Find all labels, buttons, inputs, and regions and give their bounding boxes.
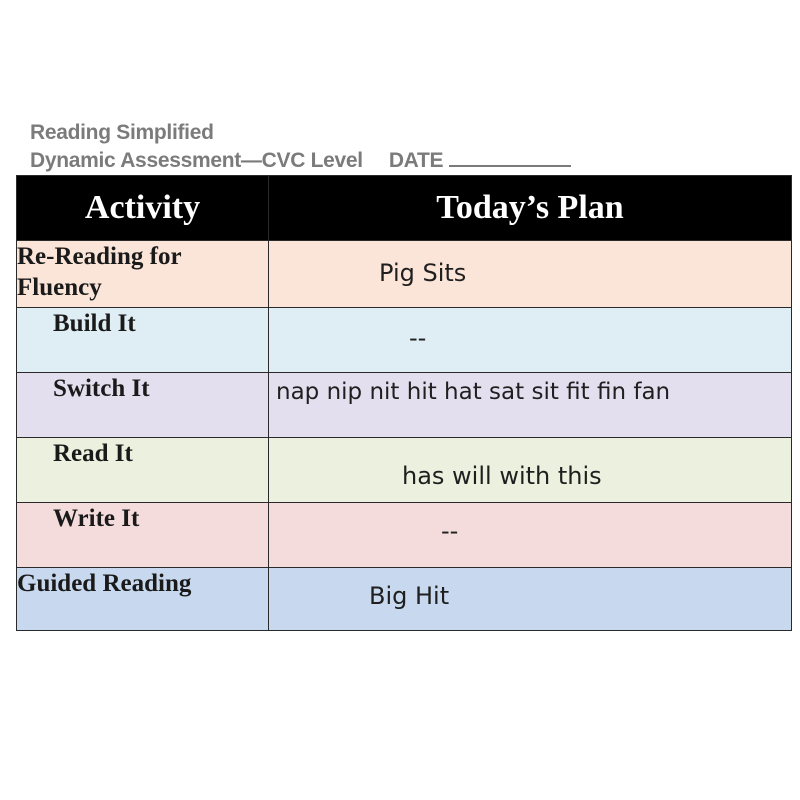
plan-text: nap nip nit hit hat sat sit fit fin fan (276, 379, 671, 405)
activity-column-header: Activity (17, 176, 269, 241)
table-header-row (17, 176, 792, 241)
activity-cell: Write It (17, 503, 269, 568)
plan-text: has will with this (402, 462, 602, 490)
table-row (17, 438, 792, 503)
activity-cell: Re-Reading for Fluency (17, 241, 269, 308)
activity-cell: Read It (17, 438, 269, 503)
table-row (17, 308, 792, 373)
date-blank-line (449, 146, 571, 167)
plan-text: -- (441, 517, 459, 545)
heading-subtitle: Dynamic Assessment—CVC Level (30, 149, 363, 172)
plan-cell (269, 241, 792, 308)
activity-cell: Guided Reading (17, 568, 269, 631)
plan-text: Big Hit (369, 582, 450, 610)
plan-text: -- (409, 324, 427, 352)
plan-column-header: Today’s Plan (269, 176, 792, 241)
table-row (17, 241, 792, 308)
activity-cell: Build It (17, 308, 269, 373)
plan-cell (269, 568, 792, 631)
plan-cell (269, 438, 792, 503)
plan-cell (269, 308, 792, 373)
activity-cell: Switch It (17, 373, 269, 438)
table-row (17, 568, 792, 631)
plan-cell (269, 373, 792, 438)
heading-subtitle-row (30, 146, 571, 174)
document-heading (30, 120, 571, 174)
plan-text: Pig Sits (379, 259, 467, 287)
lesson-plan-table (16, 175, 792, 631)
date-label: DATE (388, 149, 444, 172)
heading-title: Reading Simplified (30, 121, 214, 144)
table-row (17, 373, 792, 438)
table-row (17, 503, 792, 568)
plan-cell (269, 503, 792, 568)
